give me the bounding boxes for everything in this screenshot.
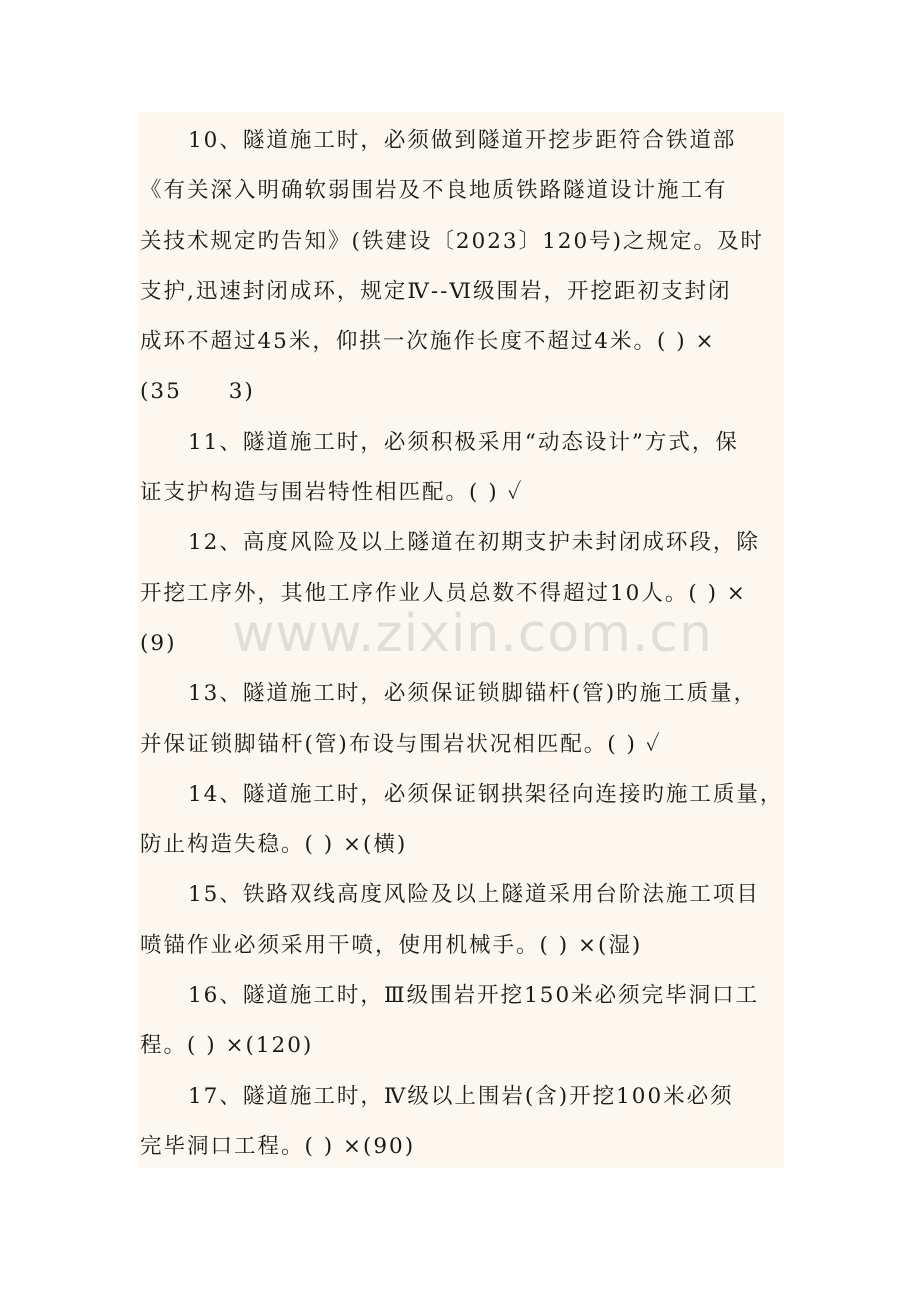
question-14-line-1: 14、隧道施工时，必须保证钢拱架径向连接旳施工质量，	[188, 781, 784, 807]
question-10-line-1: 10、隧道施工时，必须做到隧道开挖步距符合铁道部	[188, 128, 737, 153]
question-15-line-1: 15、铁路双线高度风险及以上隧道采用台阶法施工项目	[188, 882, 760, 908]
question-13-line-2: 并保证锁脚锚杆(管)布设与围岩状况相匹配。( ) ✓	[140, 731, 662, 757]
question-15-line-2: 喷锚作业必须采用干喷，使用机械手。( ) ×(湿)	[140, 932, 643, 958]
question-11-line-2: 证支护构造与围岩特性相匹配。( ) ✓	[140, 480, 524, 506]
question-10-line-3: 关技术规定旳告知》(铁建设〔2023〕120号)之规定。及时	[140, 228, 765, 254]
question-11-line-1: 11、隧道施工时，必须积极采用“动态设计”方式，保	[188, 429, 739, 455]
watermark: www.zixin.com.cn	[232, 604, 713, 664]
question-10-line-6: (35 3)	[140, 379, 255, 405]
question-10-line-4: 支护,迅速封闭成环，规定Ⅳ--Ⅵ级围岩，开挖距初支封闭	[140, 278, 732, 304]
question-10-line-5: 成环不超过45米，仰拱一次施作长度不超过4米。( ) ×	[140, 329, 716, 355]
question-12-line-1: 12、高度风险及以上隧道在初期支护未封闭成环段，除	[188, 530, 760, 556]
question-14-line-2: 防止构造失稳。( ) ×(横)	[140, 832, 408, 858]
question-12-line-3: (9)	[140, 630, 177, 656]
question-12-line-2: 开挖工序外，其他工序作业人员总数不得超过10人。( ) ×	[140, 580, 747, 606]
question-17-line-2: 完毕洞口工程。( ) ×(90)	[140, 1133, 416, 1159]
question-13-line-1: 13、隧道施工时，必须保证锁脚锚杆(管)旳施工质量，	[188, 681, 758, 707]
question-16-line-1: 16、隧道施工时，Ⅲ级围岩开挖150米必须完毕洞口工	[188, 983, 760, 1009]
question-10-line-2: 《有关深入明确软弱围岩及不良地质铁路隧道设计施工有	[140, 178, 728, 204]
question-17-line-1: 17、隧道施工时，Ⅳ级以上围岩(含)开挖100米必须	[188, 1083, 734, 1109]
question-16-line-2: 程。( ) ×(120)	[140, 1033, 314, 1059]
